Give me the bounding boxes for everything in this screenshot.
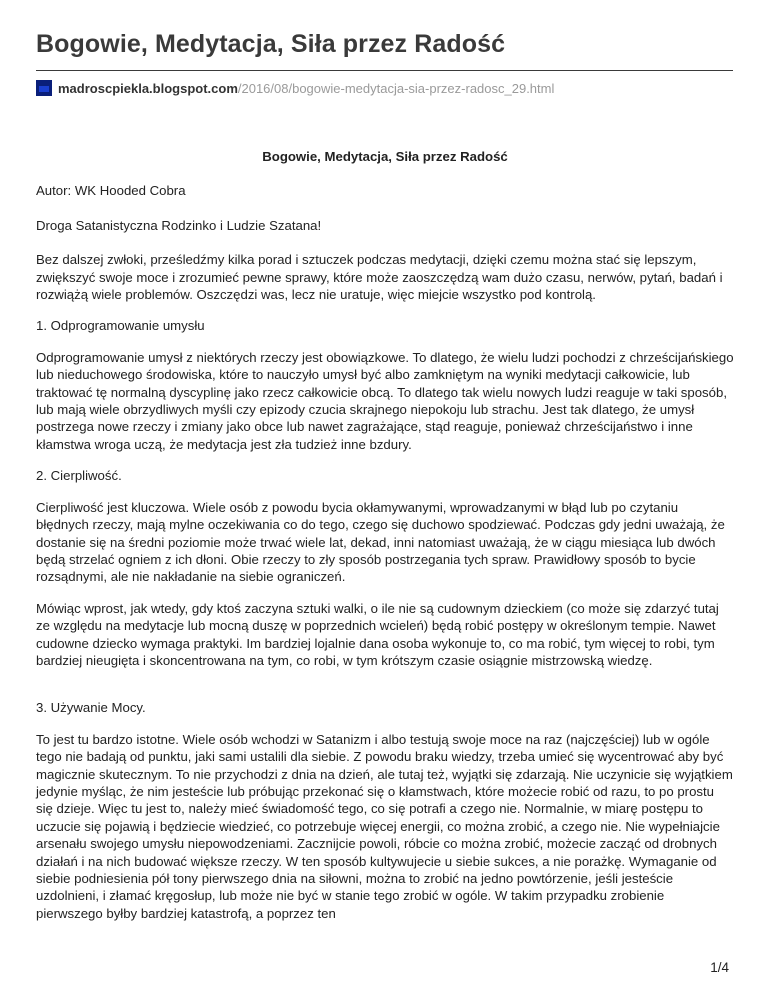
- source-path[interactable]: /2016/08/bogowie-medytacja-sia-przez-radosc_29.html: [237, 80, 555, 96]
- article-body: [36, 148, 734, 936]
- title-divider: [36, 70, 733, 71]
- intro-paragraph: Bez dalszej zwłoki, prześledźmy kilka porad i sztuczek podczas medytacji, dzięki czemu można stać się lepszym, zwiększyć swoje moce i zrozumieć pewne sprawy, które może zaoszczędzą wam dużo czasu, nerwów, pytań, badań i rozwiążą wiele problemów. Oszczędzi was, lecz nie uratuje, więc miejcie wszystko pod kontrolą.: [36, 252, 723, 303]
- section-2-paragraph-2: Mówiąc wprost, jak wtedy, gdy ktoś zaczyna sztuki walki, o ile nie są cudownym dzieckiem (co może się zdarzyć tutaj ze względu na medytacje lub mocną duszę w poprzednich wcieleń) będą robić postępy w określonym tempie. Nawet cudowne dziecko wymaga praktyki. Im bardziej lojalnie dana osoba wykonuje to, co ma robić, tym więcej to robi, tym bardziej nieugięta i skoncentrowana na tym, co robi, w tym krótszym czasie osiągnie mistrzowską wiedzę.: [36, 600, 719, 668]
- section-2-heading: 2. Cierpliwość.: [36, 468, 122, 484]
- section-1-paragraph: Odprogramowanie umysł z niektórych rzeczy jest obowiązkowe. To dlatego, że wielu ludzi pochodzi z chrześcijańskiego lub nieduchowego środowiska, które to nauczyło umysł być albo zamkniętym na wyniki medytacji całkowicie, lub traktować tę normalną dyscyplinę jako rzecz całkowicie obcą. To dlatego tak wielu nowych ludzi reaguje w taki sposób, lub mają wiele obrzydliwych myśli czy epizody czucia skrajnego niepokoju lub strachu. Jest tak dlatego, że umysł postrzega nowe rzeczy i zmiany jako obce lub nawet zagrażające, stąd reaguje, ponieważ chrześcijaństwo i inne kłamstwa wroga uczą, że medytacja jest zła tudzież inne bzdury.: [36, 349, 734, 452]
- article-title: Bogowie, Medytacja, Siła przez Radość: [262, 149, 508, 164]
- section-3-paragraph: To jest tu bardzo istotne. Wiele osób wchodzi w Satanizm i albo testują swoje moce na raz (najczęściej) lub w ogóle tego nie badają od punktu, jaki sami ustalili dla siebie. Z powodu braku wiedzy, trzeba umieć się wycentrować aby być magicznie skutecznym. To nie przychodzi z dnia na dzień, ale tutaj też, wyjątki się zdarzają. Nie uczynicie się wyjątkiem jedynie myśląc, że nim jesteście lub próbując przekonać się o kłamstwach, które możecie robić od razu, to po prostu się dzieje. Więc tu jest to, należy mieć świadomość tego, co się potrafi a czego nie. Normalnie, w miarę postępu to uczucie się pojawią i będziecie wiedzieć, co potrzebuje więcej energii, co można zrobić, a czego nie. Nie wypełniajcie arsenału swojego umysłu niepowodzeniami. Zacznijcie powoli, róbcie co można zrobić, możecie zacząć od drobnych działań i na nich budować większe rzeczy. W ten sposób kultywujecie u siebie sukces, a nie porażkę. Wymaganie od siebie podniesienia pół tony pierwszego dnia na siłowni, można to zrobić na jedno powtórzenie, jeśli jesteście uzdolnieni, i złamać kręgosłup, lub może nie być w stanie tego zrobić w ogóle. W takim przypadku zrobienie pierwszego byłby bardziej katastrofą, a poprzez ten: [36, 731, 733, 921]
- section-2-paragraph-1: Cierpliwość jest kluczowa. Wiele osób z powodu bycia okłamywanymi, wprowadzanymi w błąd lub po czytaniu błędnych rzeczy, mają mylne oczekiwania co do tego, czego się duchowo spodziewać. Podczas gdy jedni uważają, że dostanie się na średni poziomie może trwać wiele lat, dekad, inni natomiast uważają, że w ciągu miesiąca lub dwóch będą strzelać ogniem z ich dłoni. Obie rzeczy to zły sposób postrzegania tych spraw. Prawidłowy sposób to bycie rozsądnymi, ale nie nakładanie na siebie ograniczeń.: [36, 499, 725, 585]
- article-greeting: Droga Satanistyczna Rodzinko i Ludzie Szatana!: [36, 217, 322, 233]
- source-domain[interactable]: madroscpiekla.blogspot.com: [58, 80, 238, 96]
- source-line: [36, 78, 554, 98]
- section-1-heading: 1. Odprogramowanie umysłu: [36, 318, 205, 334]
- section-3-heading: 3. Używanie Mocy.: [36, 700, 146, 716]
- article-author: Autor: WK Hooded Cobra: [36, 183, 186, 199]
- blog-favicon-icon: [36, 80, 52, 96]
- page-title: Bogowie, Medytacja, Siła przez Radość: [36, 30, 506, 58]
- page-number: 1/4: [710, 960, 729, 975]
